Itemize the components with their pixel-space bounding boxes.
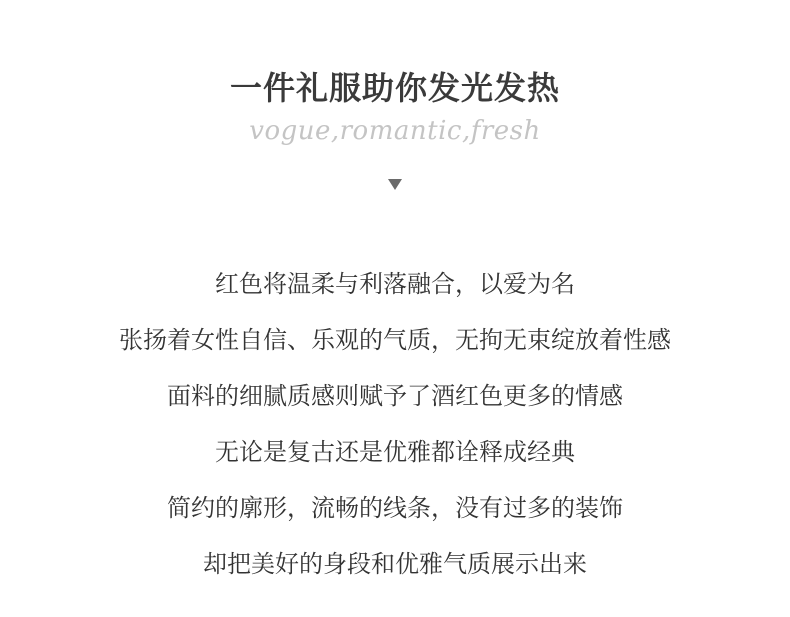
description-line: 简约的廓形，流畅的线条，没有过多的装饰 (167, 494, 623, 522)
description-line: 张扬着女性自信、乐观的气质，无拘无束绽放着性感 (119, 326, 671, 354)
description-line: 却把美好的身段和优雅气质展示出来 (203, 550, 587, 578)
description-line: 无论是复古还是优雅都诠释成经典 (215, 438, 575, 466)
description-text (0, 262, 790, 598)
description-line: 面料的细腻质感则赋予了酒红色更多的情感 (167, 382, 623, 410)
tagline: vogue,romantic,fresh (249, 116, 541, 146)
description-line: 红色将温柔与利落融合，以爱为名 (215, 270, 575, 298)
triangle-down-icon (388, 179, 402, 190)
page-title: 一件礼服助你发光发热 (229, 69, 560, 107)
